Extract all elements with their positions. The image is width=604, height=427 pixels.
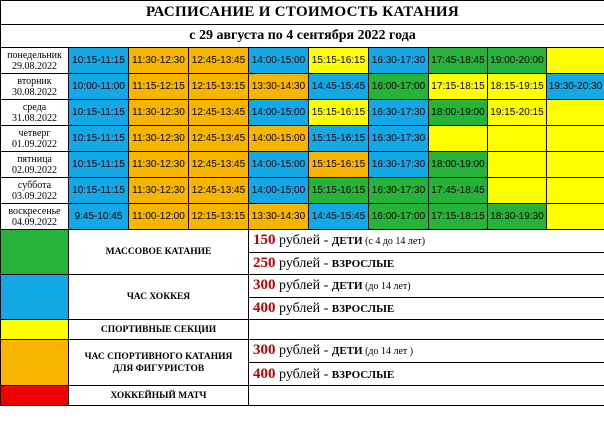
time-slot (547, 100, 604, 126)
time-slot: 17:15-18:15 (429, 74, 488, 100)
time-slot: 12:45-13:45 (189, 100, 249, 126)
time-slot: 11:30-12:30 (129, 100, 189, 126)
time-slot: 17:45-18:45 (429, 48, 488, 74)
legend-empty (249, 386, 604, 406)
price-value: 250 (253, 255, 276, 271)
day-date: 31.08.2022 (12, 112, 57, 124)
price-note: (с 4 до 14 лет) (362, 236, 426, 247)
day-cell (1, 48, 69, 74)
legend-row-hockey (1, 275, 604, 298)
schedule-row (1, 100, 604, 126)
schedule-row (1, 74, 604, 100)
price-value: 150 (253, 232, 276, 248)
schedule-row (1, 126, 604, 152)
time-slot: 18:15-19:15 (488, 74, 547, 100)
day-cell (1, 74, 69, 100)
price-value: 400 (253, 300, 276, 316)
time-slot: 10:15-11:15 (69, 178, 129, 204)
time-slot: 12:45-13:45 (189, 48, 249, 74)
legend-row-sport (1, 320, 604, 340)
time-slot: 16:30-17:30 (369, 100, 429, 126)
time-slot: 16:30-17:30 (369, 178, 429, 204)
time-slot: 18:30-19:30 (488, 204, 547, 230)
time-slot: 12:15-13:15 (189, 204, 249, 230)
legend-row-figure (1, 340, 604, 363)
time-slot: 13:30-14:30 (249, 74, 309, 100)
time-slot: 14:00-15:00 (249, 48, 309, 74)
time-slot: 16:30-17:30 (369, 126, 429, 152)
time-slot: 16:30-17:30 (369, 152, 429, 178)
time-slot (547, 152, 604, 178)
time-slot: 11:30-12:30 (129, 178, 189, 204)
day-name: вторник (17, 75, 52, 87)
time-slot: 9:45-10:45 (69, 204, 129, 230)
price-note: (до 14 лет) (362, 281, 411, 292)
day-date: 29.08.2022 (12, 60, 57, 72)
time-slot: 18:00-19:00 (429, 152, 488, 178)
time-slot: 15:15-16:15 (309, 178, 369, 204)
time-slot: 17:15-18:15 (429, 204, 488, 230)
legend-label-sport: СПОРТИВНЫЕ СЕКЦИИ (69, 320, 249, 340)
time-slot: 11:15-12:15 (129, 74, 189, 100)
time-slot: 14:00-15:00 (249, 152, 309, 178)
time-slot: 11:30-12:30 (129, 126, 189, 152)
price-hockey-children (249, 275, 604, 298)
time-slot (547, 126, 604, 152)
legend-swatch-blue (1, 275, 69, 320)
price-mass-adults (249, 253, 604, 275)
price-unit: рублей - (275, 278, 332, 293)
time-slot: 12:15-13:15 (189, 74, 249, 100)
time-slot: 16:00-17:00 (369, 74, 429, 100)
legend-label-hockey: ЧАС ХОККЕЯ (69, 275, 249, 320)
time-slot: 10:15-11:15 (69, 100, 129, 126)
time-slot: 13:30-14:30 (249, 204, 309, 230)
time-slot: 18:00-19:00 (429, 100, 488, 126)
time-slot: 15:15-16:15 (309, 152, 369, 178)
time-slot: 14:00-15:00 (249, 126, 309, 152)
time-slot (429, 126, 488, 152)
day-name: понедельник (7, 49, 62, 61)
time-slot: 10:15-11:15 (69, 126, 129, 152)
price-unit: рублей - (275, 366, 332, 382)
price-category: ДЕТИ (331, 345, 363, 357)
time-slot: 19:15-20:15 (488, 100, 547, 126)
schedule-row (1, 178, 604, 204)
day-name: среда (22, 101, 47, 113)
time-slot (547, 48, 604, 74)
time-slot: 19:00-20:00 (488, 48, 547, 74)
schedule-row (1, 48, 604, 74)
day-date: 01.09.2022 (12, 138, 57, 150)
day-name: четверг (18, 127, 51, 139)
legend-empty (249, 320, 604, 340)
time-slot: 12:45-13:45 (189, 126, 249, 152)
price-category: ВЗРОСЛЫЕ (331, 258, 395, 270)
price-unit: рублей - (275, 343, 332, 358)
legend-swatch-orange (1, 340, 69, 386)
legend-row-match (1, 386, 604, 406)
time-slot: 11:30-12:30 (129, 152, 189, 178)
time-slot (488, 178, 547, 204)
time-slot: 16:30-17:30 (369, 48, 429, 74)
day-cell (1, 204, 69, 230)
time-slot (488, 152, 547, 178)
legend-swatch-red (1, 386, 69, 406)
legend-label-match: ХОККЕЙНЫЙ МАТЧ (69, 386, 249, 406)
day-date: 03.09.2022 (12, 190, 57, 202)
price-value: 400 (253, 365, 276, 382)
day-cell (1, 152, 69, 178)
price-figure-children (249, 340, 604, 363)
day-date: 02.09.2022 (12, 164, 57, 176)
price-category: ДЕТИ (331, 235, 363, 247)
legend-row-mass (1, 230, 604, 253)
time-slot: 14:45-15:45 (309, 204, 369, 230)
time-slot: 11:30-12:30 (129, 48, 189, 74)
price-hockey-adults (249, 298, 604, 320)
time-slot: 16:00-17:00 (369, 204, 429, 230)
page-title: РАСПИСАНИЕ И СТОИМОСТЬ КАТАНИЯ (1, 1, 604, 25)
time-slot: 15:15-16:15 (309, 100, 369, 126)
price-category: ДЕТИ (331, 280, 363, 292)
legend-label-figure (69, 340, 249, 386)
time-slot: 15:15-16:15 (309, 126, 369, 152)
date-range: с 29 августа по 4 сентября 2022 года (1, 25, 604, 48)
time-slot (547, 178, 604, 204)
time-slot: 14:45-15:45 (309, 74, 369, 100)
day-cell (1, 178, 69, 204)
day-cell (1, 126, 69, 152)
day-name: воскресенье (8, 205, 61, 217)
day-name: суббота (17, 179, 52, 191)
price-unit: рублей - (275, 301, 332, 316)
price-unit: рублей - (275, 233, 332, 248)
legend-label-line: ЧАС СПОРТИВНОГО КАТАНИЯ (84, 351, 233, 362)
price-mass-children (249, 230, 604, 253)
legend-label-mass: МАССОВОЕ КАТАНИЕ (69, 230, 249, 275)
day-cell (1, 100, 69, 126)
price-figure-adults (249, 363, 604, 386)
price-unit: рублей - (275, 256, 332, 271)
time-slot: 12:45-13:45 (189, 178, 249, 204)
time-slot: 10:15-11:15 (69, 48, 129, 74)
time-slot: 14:00-15:00 (249, 100, 309, 126)
time-slot: 12:45-13:45 (189, 152, 249, 178)
price-category: ВЗРОСЛЫЕ (331, 303, 395, 315)
time-slot: 10:15-11:15 (69, 152, 129, 178)
schedule-body (1, 48, 604, 230)
schedule-row (1, 204, 604, 230)
legend-swatch-yellow (1, 320, 69, 340)
price-value: 300 (253, 277, 276, 293)
time-slot: 17:45-18:45 (429, 178, 488, 204)
time-slot: 14:00-15:00 (249, 178, 309, 204)
time-slot (488, 126, 547, 152)
day-date: 04.09.2022 (12, 216, 57, 228)
legend-label-line: ДЛЯ ФИГУРИСТОВ (112, 363, 205, 374)
price-value: 300 (253, 342, 276, 358)
time-slot: 19:30-20:30 (547, 74, 604, 100)
legend-swatch-green (1, 230, 69, 275)
schedule-row (1, 152, 604, 178)
time-slot: 15:15-16:15 (309, 48, 369, 74)
day-name: пятница (17, 153, 52, 165)
time-slot: 11:00-12:00 (129, 204, 189, 230)
day-date: 30.08.2022 (12, 86, 57, 98)
price-category: ВЗРОСЛЫЕ (331, 368, 395, 381)
time-slot: 10:00-11:00 (69, 74, 129, 100)
time-slot (547, 204, 604, 230)
price-note: (до 14 лет ) (362, 346, 414, 357)
